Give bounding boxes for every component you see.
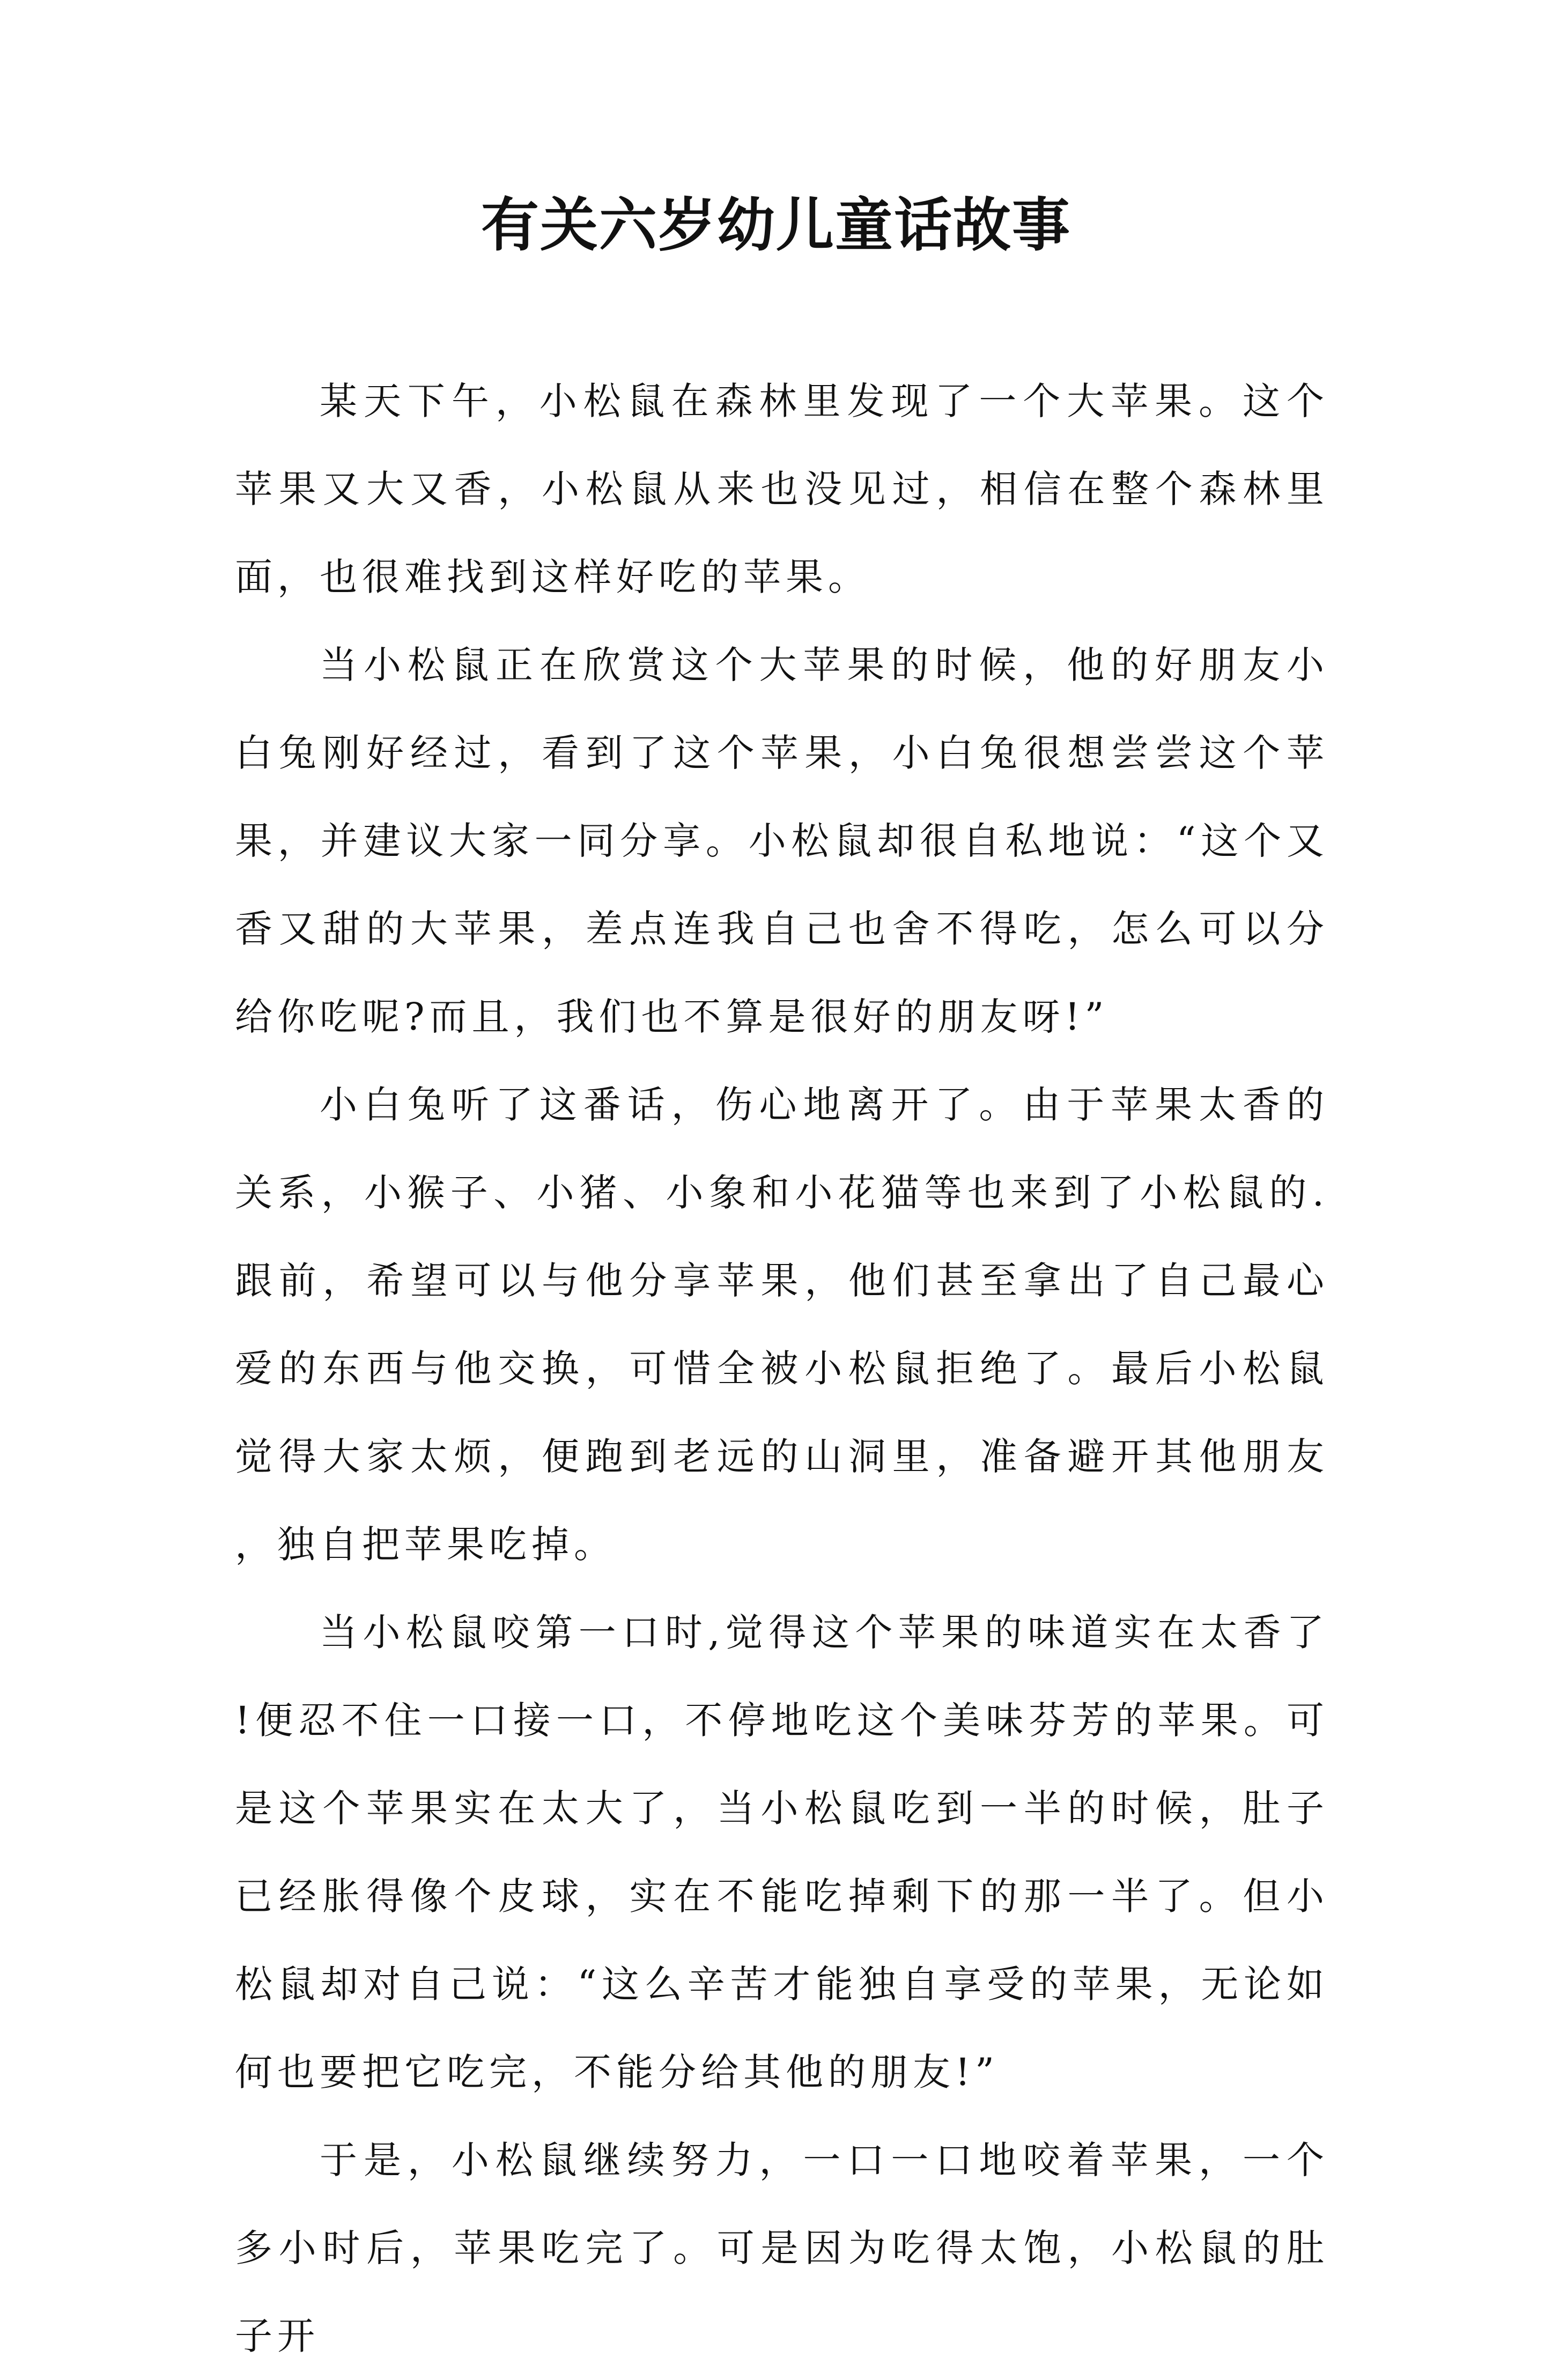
document-title: 有关六岁幼儿童话故事 — [481, 191, 1071, 259]
paragraph-2: 当小松鼠正在欣赏这个大苹果的时候，他的好朋友小白兔刚好经过，看到了这个苹果，小白兔很想尝尝这个苹果，并建议大家一同分享。小松鼠却很自私地说：“这个又香又甜的大苹果，差点连我自己也舍不得吃，怎么可以分给你吃呢?而且，我们也不算是很好的朋友呀!” — [235, 643, 1329, 1039]
document-body — [235, 357, 1329, 2380]
paragraph-4: 当小松鼠咬第一口时,觉得这个苹果的味道实在太香了!便忍不住一口接一口，不停地吃这个美味芬芳的苹果。可是这个苹果实在太大了，当小松鼠吃到一半的时候，肚子已经胀得像个皮球，实在不能吃掉剩下的那一半了。但小松鼠却对自己说：“这么辛苦才能独自享受的苹果，无论如何也要把它吃完，不能分给其他的朋友!” — [235, 1610, 1329, 2094]
paragraph-1: 某天下午，小松鼠在森林里发现了一个大苹果。这个苹果又大又香，小松鼠从来也没见过，相信在整个森林里面，也很难找到这样好吃的苹果。 — [235, 379, 1329, 599]
paragraph-5: 于是，小松鼠继续努力，一口一口地咬着苹果，一个多小时后，苹果吃完了。可是因为吃得太饱，小松鼠的肚子开 — [235, 2138, 1329, 2358]
paragraph-3: 小白兔听了这番话，伤心地离开了。由于苹果太香的关系，小猴子、小猪、小象和小花猫等也来到了小松鼠的.跟前，希望可以与他分享苹果，他们甚至拿出了自己最心爱的东西与他交换，可惜全被小松鼠拒绝了。最后小松鼠觉得大家太烦，便跑到老远的山洞里，准备避开其他朋友，独自把苹果吃掉。 — [235, 1083, 1329, 1566]
